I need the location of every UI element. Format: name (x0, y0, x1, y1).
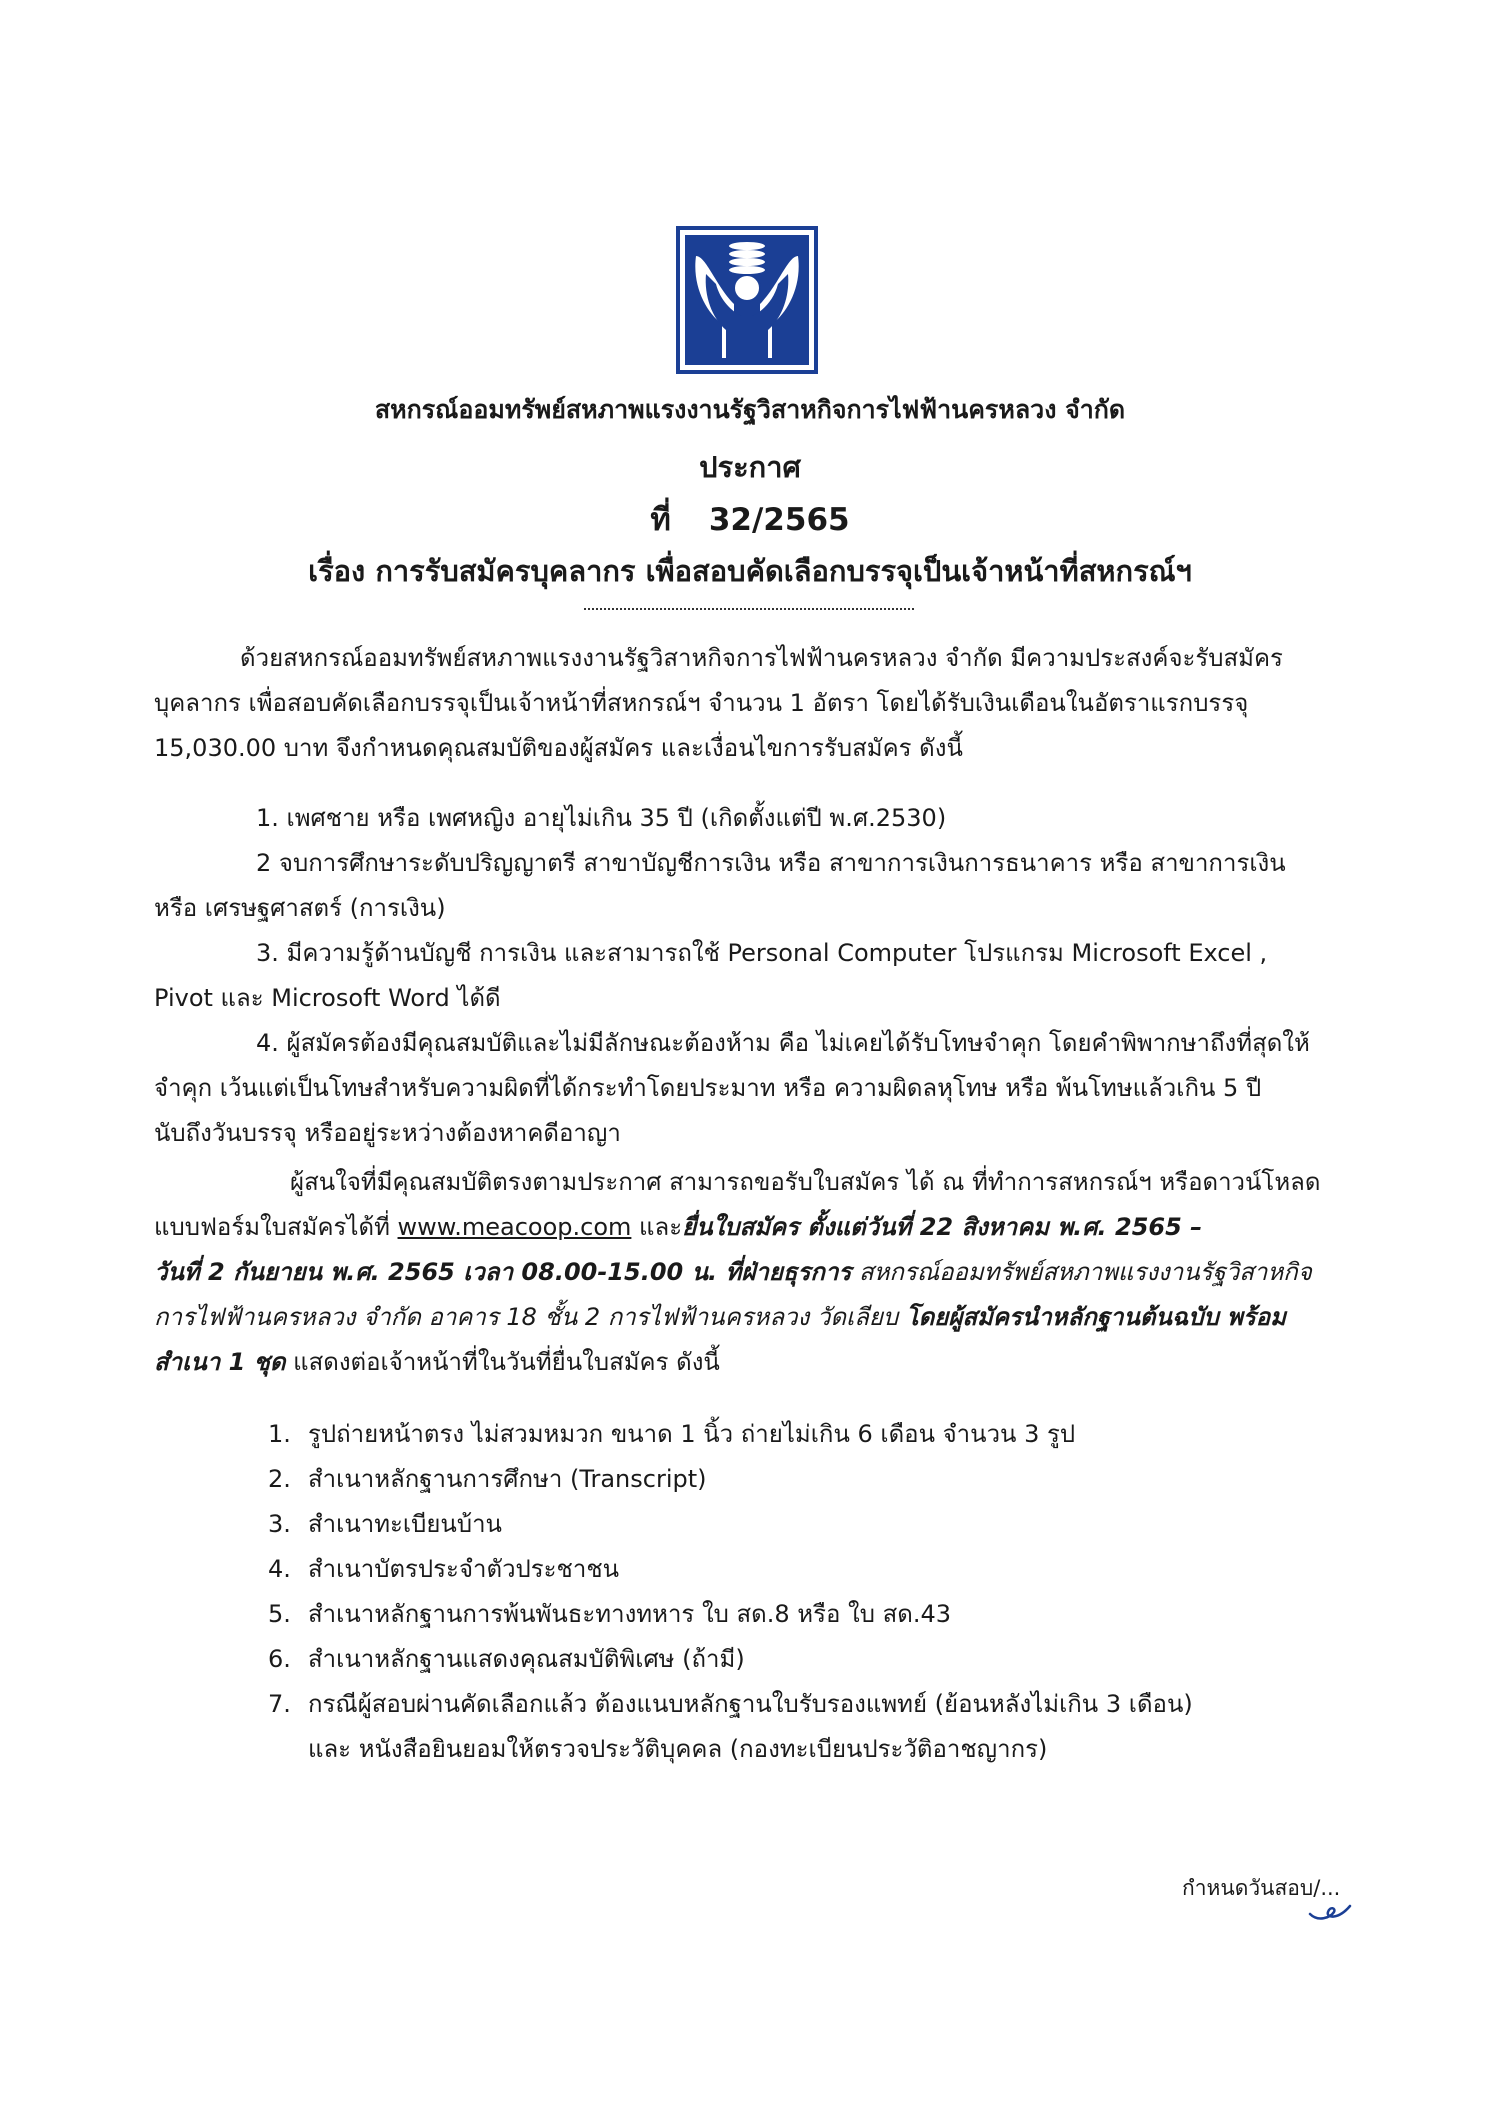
apply-text: แบบฟอร์มใบสมัครได้ที่ (154, 1213, 398, 1241)
website-link[interactable]: www.meacoop.com (397, 1213, 632, 1241)
qualification-4-line: จำคุก เว้นแต่เป็นโทษสำหรับความผิดที่ได้กระทำโดยประมาท หรือ ความผิดลหุโทษ หรือ พ้นโทษแล้วเกิน 5 ปี (154, 1074, 1262, 1102)
list-item (268, 1457, 1193, 1502)
list-item (268, 1592, 1193, 1637)
list-number: 6. (268, 1645, 291, 1673)
intro-line: บุคลากร เพื่อสอบคัดเลือกบรรจุเป็นเจ้าหน้าที่สหกรณ์ฯ จำนวน 1 อัตรา โดยได้รับเงินเดือนในอัตราแรกบรรจุ (154, 689, 1249, 717)
list-text: สำเนาทะเบียนบ้าน (308, 1510, 502, 1538)
number-label: ที่ (650, 502, 671, 538)
list-item (268, 1412, 1193, 1457)
intro-paragraph (154, 636, 1344, 771)
qualification-2-line: หรือ เศรษฐศาสตร์ (การเงิน) (154, 894, 446, 922)
apply-dates-text: ยื่นใบสมัคร ตั้งแต่วันที่ 22 สิงหาคม พ.ศ. 2565 – (682, 1213, 1203, 1241)
qualification-3-line: 3. มีความรู้ด้านบัญชี การเงิน และสามารถใช้ Personal Computer โปรแกรม Microsoft Excel , (256, 939, 1268, 967)
list-text: กรณีผู้สอบผ่านคัดเลือกแล้ว ต้องแนบหลักฐานใบรับรองแพทย์ (ย้อนหลังไม่เกิน 3 เดือน) (308, 1690, 1193, 1718)
apply-line: ผู้สนใจที่มีคุณสมบัติตรงตามประกาศ สามารถขอรับใบสมัคร ได้ ณ ที่ทำการสหกรณ์ฯ หรือดาวน์โหลด (290, 1168, 1321, 1196)
apply-text: และ (631, 1213, 683, 1241)
apply-text: แสดงต่อเจ้าหน้าที่ในวันที่ยื่นใบสมัคร ดังนี้ (285, 1348, 720, 1376)
list-number: 4. (268, 1555, 291, 1583)
list-number: 3. (268, 1510, 291, 1538)
coop-logo-icon (676, 226, 818, 374)
apply-line (154, 1340, 1320, 1385)
list-item (268, 1502, 1193, 1547)
intro-line: ด้วยสหกรณ์ออมทรัพย์สหภาพแรงงานรัฐวิสาหกิจการไฟฟ้านครหลวง จำกัด มีความประสงค์จะรับสมัคร (240, 644, 1283, 672)
list-item (268, 1637, 1193, 1682)
organization-name: สหกรณ์ออมทรัพย์สหภาพแรงงานรัฐวิสาหกิจการไฟฟ้านครหลวง จำกัด (374, 395, 1126, 424)
apply-location-text: การไฟฟ้านครหลวง จำกัด อาคาร 18 ชั้น 2 การไฟฟ้านครหลวง วัดเลียบ (154, 1303, 906, 1331)
list-item (268, 1682, 1193, 1727)
list-number (268, 1727, 308, 1772)
apply-location-text: สหกรณ์ออมทรัพย์สหภาพแรงงานรัฐวิสาหกิจ (851, 1258, 1312, 1286)
list-text: สำเนาหลักฐานการพ้นพันธะทางทหาร ใบ สด.8 หรือ ใบ สด.43 (308, 1600, 952, 1628)
list-text: สำเนาหลักฐานการศึกษา (Transcript) (308, 1465, 707, 1493)
qualification-4-line: 4. ผู้สมัครต้องมีคุณสมบัติและไม่มีลักษณะต้องห้าม คือ ไม่เคยได้รับโทษจำคุก โดยคำพิพากษาถึงที่สุดให้ (256, 1029, 1310, 1057)
list-text: รูปถ่ายหน้าตรง ไม่สวมหมวก ขนาด 1 นิ้ว ถ่ายไม่เกิน 6 เดือน จำนวน 3 รูป (308, 1420, 1076, 1448)
apply-requirement-text: โดยผู้สมัครนำหลักฐานต้นฉบับ พร้อม (905, 1303, 1286, 1331)
list-number: 1. (268, 1420, 291, 1448)
list-item (268, 1727, 1193, 1772)
application-paragraph (154, 1160, 1320, 1385)
apply-line (154, 1295, 1320, 1340)
list-item (268, 1547, 1193, 1592)
list-number: 5. (268, 1600, 291, 1628)
list-text: และ หนังสือยินยอมให้ตรวจประวัติบุคคล (กองทะเบียนประวัติอาชญากร) (308, 1735, 1048, 1763)
apply-dates-text: วันที่ 2 กันยายน พ.ศ. 2565 เวลา 08.00-15.00 น. ที่ฝ่ายธุรการ (154, 1258, 852, 1286)
intro-line: 15,030.00 บาท จึงกำหนดคุณสมบัติของผู้สมัคร และเงื่อนไขการรับสมัคร ดังนี้ (154, 734, 963, 762)
apply-line (154, 1205, 1320, 1250)
apply-line (154, 1250, 1320, 1295)
list-text: สำเนาบัตรประจำตัวประชาชน (308, 1555, 620, 1583)
qualification-1: 1. เพศชาย หรือ เพศหญิง อายุไม่เกิน 35 ปี (เกิดตั้งแต่ปี พ.ศ.2530) (256, 804, 947, 832)
list-number: 2. (268, 1465, 291, 1493)
list-number: 7. (268, 1690, 291, 1718)
signature-initial-icon (1308, 1902, 1352, 1922)
announcement-heading: ประกาศ (699, 450, 801, 484)
required-documents-list (268, 1412, 1193, 1772)
qualification-3-line: Pivot และ Microsoft Word ได้ดี (154, 984, 501, 1012)
announcement-subject: เรื่อง การรับสมัครบุคลากร เพื่อสอบคัดเลือกบรรจุเป็นเจ้าหน้าที่สหกรณ์ฯ (308, 554, 1192, 588)
number-value: 32/2565 (708, 502, 850, 538)
qualification-2-line: 2 จบการศึกษาระดับปริญญาตรี สาขาบัญชีการเงิน หรือ สาขาการเงินการธนาคาร หรือ สาขาการเงิน (256, 849, 1286, 877)
apply-requirement-text: สำเนา 1 ชุด (154, 1348, 286, 1376)
announcement-number (150, 494, 1350, 544)
divider (584, 608, 914, 610)
continued-note: กำหนดวันสอบ/... (1182, 1876, 1341, 1900)
qualification-4-line: นับถึงวันบรรจุ หรืออยู่ระหว่างต้องหาคดีอาญา (154, 1119, 621, 1147)
list-text: สำเนาหลักฐานแสดงคุณสมบัติพิเศษ (ถ้ามี) (308, 1645, 745, 1673)
